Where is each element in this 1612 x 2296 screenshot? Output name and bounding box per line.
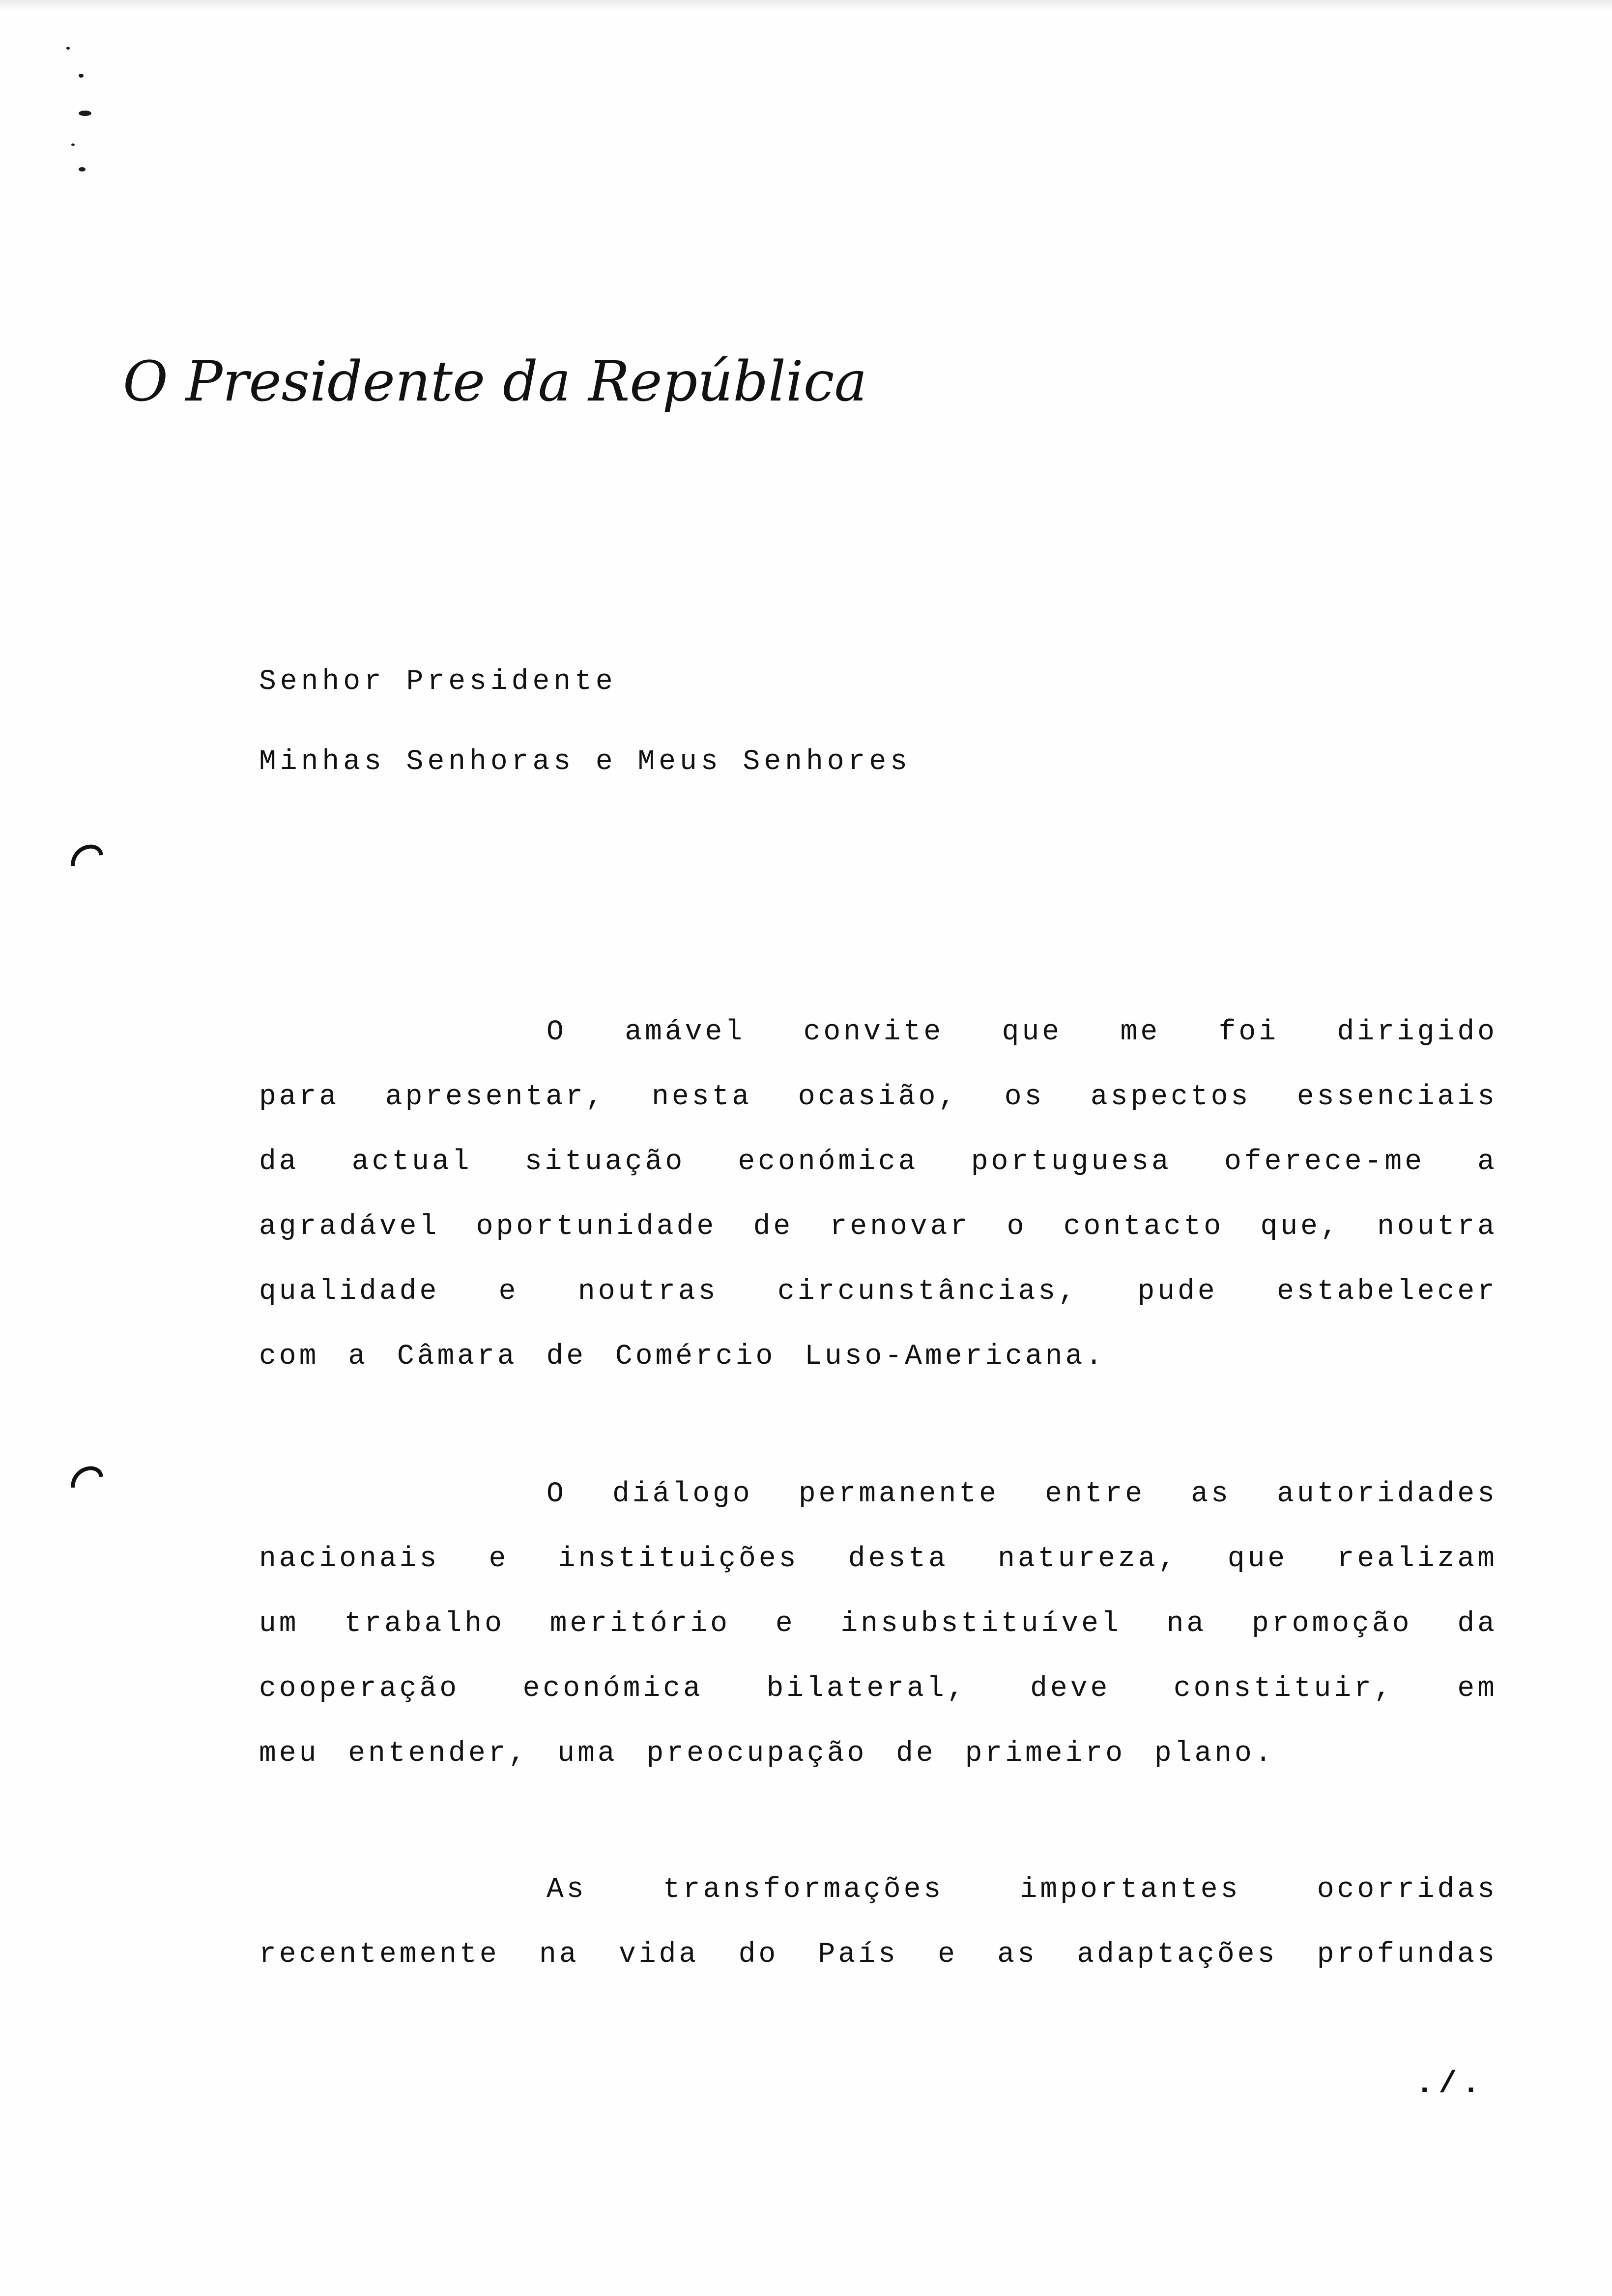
margin-arc-mark	[69, 835, 104, 871]
word: situação	[524, 1146, 686, 1178]
word: dirigido	[1337, 1016, 1497, 1048]
word: um	[259, 1608, 299, 1640]
word: permanente	[798, 1478, 999, 1510]
scan-speck	[71, 144, 75, 146]
word: que	[1227, 1543, 1288, 1575]
word: instituições	[558, 1543, 799, 1575]
word: natureza,	[998, 1543, 1179, 1575]
word: foi	[1218, 1016, 1279, 1048]
word: noutras	[577, 1276, 719, 1308]
paragraph-line	[259, 1923, 1497, 1987]
word: ocorridas	[1317, 1874, 1497, 1906]
word: a	[1477, 1146, 1497, 1178]
paragraph-line	[259, 1462, 1497, 1527]
word: contacto	[1063, 1211, 1224, 1243]
word: apresentar,	[385, 1081, 606, 1113]
word: as	[1191, 1478, 1231, 1510]
word: as	[997, 1939, 1037, 1971]
word: da	[1457, 1608, 1497, 1640]
salutation-line: Minhas Senhoras e Meus Senhores	[259, 746, 911, 778]
word: circunstâncias,	[777, 1276, 1079, 1308]
word: constituir,	[1173, 1673, 1394, 1705]
page-continuation-mark: ./.	[1415, 2066, 1485, 2101]
word: nacionais	[259, 1543, 440, 1575]
paragraph-line	[259, 1527, 1497, 1592]
scan-speck	[79, 111, 91, 116]
word: adaptações	[1077, 1939, 1278, 1971]
salutation-line: Senhor Presidente	[259, 666, 617, 698]
word: oportunidade	[476, 1211, 717, 1243]
word: portuguesa	[971, 1146, 1172, 1178]
word: me	[1120, 1016, 1161, 1048]
paragraph-line	[259, 1592, 1497, 1657]
body-paragraph	[259, 1000, 1497, 1389]
word: essenciais	[1296, 1081, 1497, 1113]
word: em	[1457, 1673, 1497, 1705]
word: aspectos	[1090, 1081, 1251, 1113]
word: qualidade	[259, 1276, 440, 1308]
paragraph-line	[259, 1260, 1497, 1324]
word: transformações	[662, 1874, 944, 1906]
margin-arc-mark	[69, 1457, 104, 1492]
word: e	[498, 1276, 519, 1308]
word: convite	[803, 1016, 944, 1048]
word: agradável	[259, 1211, 440, 1243]
letterhead-title-text: O Presidente da República	[123, 350, 867, 414]
word: de	[753, 1211, 794, 1243]
word: que,	[1260, 1211, 1341, 1243]
word: na	[1166, 1608, 1207, 1640]
word: económica	[522, 1673, 703, 1705]
word: amável	[625, 1016, 746, 1048]
word: estabelecer	[1277, 1276, 1497, 1308]
paragraph-line	[259, 1657, 1497, 1722]
word: deve	[1030, 1673, 1111, 1705]
word: vida	[618, 1939, 699, 1971]
word: e	[489, 1543, 509, 1575]
body-paragraph	[259, 1462, 1497, 1786]
paragraph-line	[259, 1065, 1497, 1130]
scan-speck	[66, 47, 70, 50]
word: pude	[1137, 1276, 1218, 1308]
word: desta	[848, 1543, 949, 1575]
word: importantes	[1020, 1874, 1241, 1906]
word: da	[259, 1146, 299, 1178]
paragraph-line: com a Câmara de Comércio Luso-Americana.	[259, 1341, 1106, 1373]
word: económica	[738, 1146, 919, 1178]
word: do	[738, 1939, 779, 1971]
word: actual	[351, 1146, 472, 1178]
word: As	[547, 1874, 587, 1906]
word: realizam	[1337, 1543, 1497, 1575]
word: promoção	[1252, 1608, 1412, 1640]
paragraph-line	[259, 1858, 1497, 1923]
word: que	[1002, 1016, 1063, 1048]
word: oferece-me	[1224, 1146, 1425, 1178]
scan-speck	[79, 167, 86, 172]
paragraph-line	[259, 1000, 1497, 1065]
word: noutra	[1377, 1211, 1497, 1243]
word: trabalho	[344, 1608, 505, 1640]
word: ocasião,	[798, 1081, 959, 1113]
word: e	[775, 1608, 796, 1640]
word: nesta	[652, 1081, 752, 1113]
word: diálogo	[612, 1478, 753, 1510]
word: para	[259, 1081, 340, 1113]
word: cooperação	[259, 1673, 460, 1705]
word: profundas	[1317, 1939, 1497, 1971]
word: renovar	[830, 1211, 971, 1243]
word: os	[1004, 1081, 1045, 1113]
paragraph-line	[259, 1195, 1497, 1260]
word: meritório	[549, 1608, 730, 1640]
word: entre	[1045, 1478, 1146, 1510]
paragraph-line: meu entender, uma preocupação de primeiro plano.	[259, 1738, 1275, 1770]
word: o	[1007, 1211, 1027, 1243]
word: autoridades	[1277, 1478, 1497, 1510]
word: na	[539, 1939, 579, 1971]
scan-speck	[79, 74, 84, 78]
word: País	[818, 1939, 898, 1971]
word: recentemente	[259, 1939, 500, 1971]
scan-top-edge	[0, 0, 1612, 11]
letterhead-title	[118, 339, 867, 432]
word: e	[938, 1939, 958, 1971]
word: bilateral,	[766, 1673, 967, 1705]
word: O	[547, 1016, 567, 1048]
word: insubstituível	[840, 1608, 1122, 1640]
body-paragraph	[259, 1858, 1497, 1987]
word: O	[547, 1478, 567, 1510]
paragraph-line	[259, 1130, 1497, 1195]
